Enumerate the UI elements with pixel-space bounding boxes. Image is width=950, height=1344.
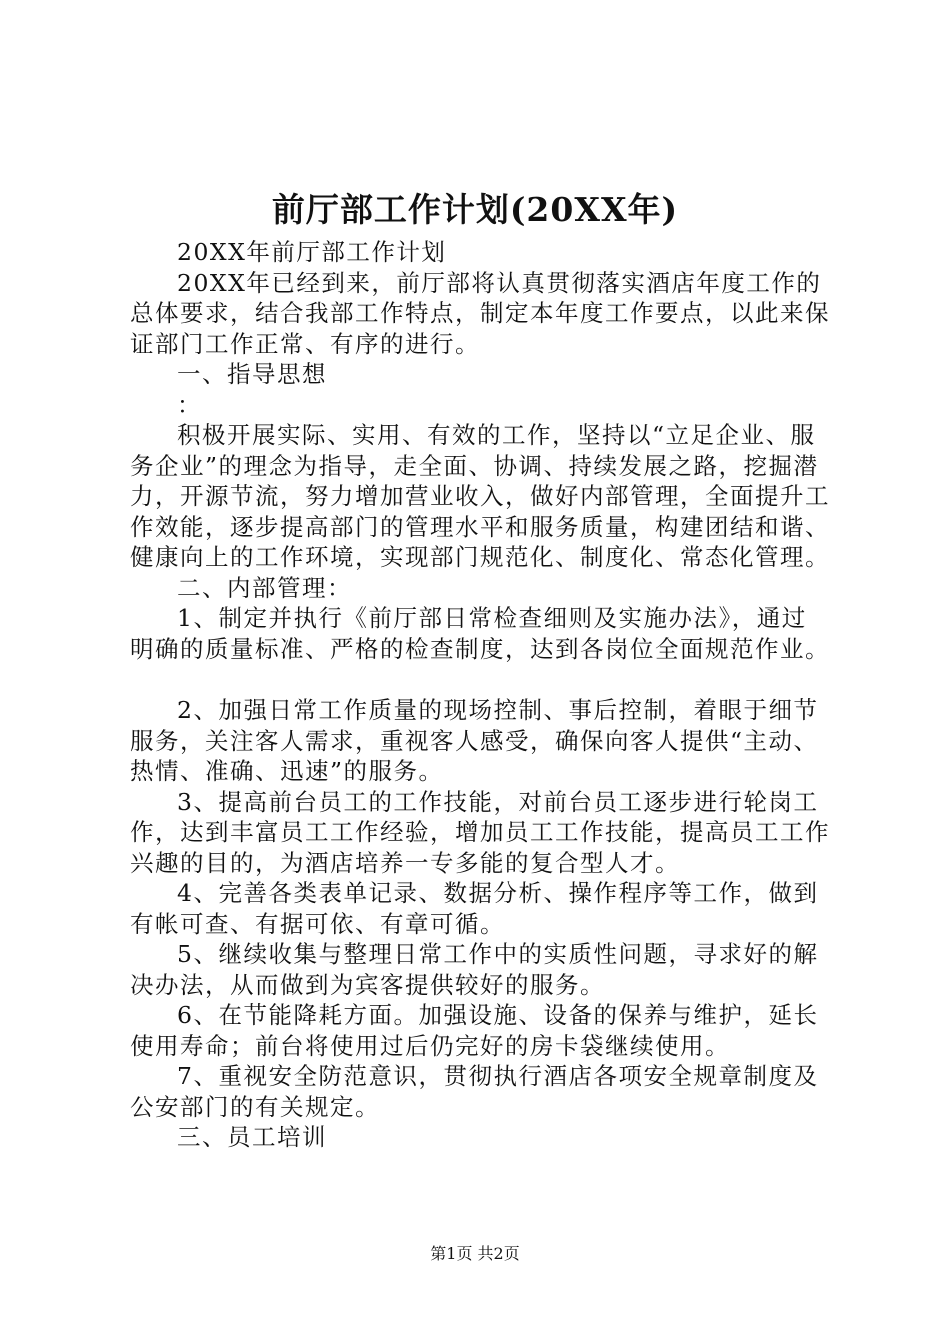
paragraph-guiding-ideology: 积极开展实际、实用、有效的工作，坚持以“立足企业、服务企业”的理念为指导，走全面、协调、持续发展之路，挖掘潜力，开源节流，努力增加营业收入，做好内部管理，全面提升工作效能，逐步提高部门的管理水平和服务质量，构建团结和谐、健康向上的工作环境，实现部门规范化、制度化、常态化管理。 — [130, 421, 830, 571]
paragraph-intro: 20XX年已经到来，前厅部将认真贯彻落实酒店年度工作的总体要求，结合我部工作特点，制定本年度工作要点，以此来保证部门工作正常、有序的进行。 — [130, 268, 830, 358]
list-item-1: 1、制定并执行《前厅部日常检查细则及实施办法》，通过明确的质量标准、严格的检查制度，达到各岗位全面规范作业。 — [130, 604, 830, 663]
heading-staff-training: 三、员工培训 — [177, 1123, 327, 1151]
list-item-7: 7、重视安全防范意识，贯彻执行酒店各项安全规章制度及公安部门的有关规定。 — [130, 1062, 819, 1121]
list-item-2: 2、加强日常工作质量的现场控制、事后控制，着眼于细节服务，关注客人需求，重视客人感受，确保向客人提供“主动、热情、准确、迅速”的服务。 — [130, 696, 819, 785]
list-item-3: 3、提高前台员工的工作技能，对前台员工逐步进行轮岗工作，达到丰富员工工作经验，增加员工工作技能，提高员工工作兴趣的目的，为酒店培养一专多能的复合型人才。 — [130, 787, 830, 877]
list-item-5: 5、继续收集与整理日常工作中的实质性问题，寻求好的解决办法，从而做到为宾客提供较好的服务。 — [130, 940, 819, 999]
heading-guiding-ideology: 一、指导思想 — [177, 360, 327, 388]
blank-line — [130, 664, 830, 695]
list-item-4: 4、完善各类表单记录、数据分析、操作程序等工作，做到有帐可查、有据可依、有章可循。 — [130, 879, 819, 938]
page-number-footer: 第1页 共2页 — [430, 1244, 520, 1263]
paragraph-colon: ： — [177, 390, 202, 419]
list-item-6: 6、在节能降耗方面。加强设施、设备的保养与维护，延长使用寿命；前台将使用过后仍完好的房卡袋继续使用。 — [130, 1001, 819, 1060]
paragraph-subtitle: 20XX年前厅部工作计划 — [177, 238, 447, 266]
document-body — [130, 237, 830, 1153]
heading-internal-management: 二、内部管理： — [177, 573, 352, 602]
document-title: 前厅部工作计划(20XX年) — [271, 190, 679, 229]
